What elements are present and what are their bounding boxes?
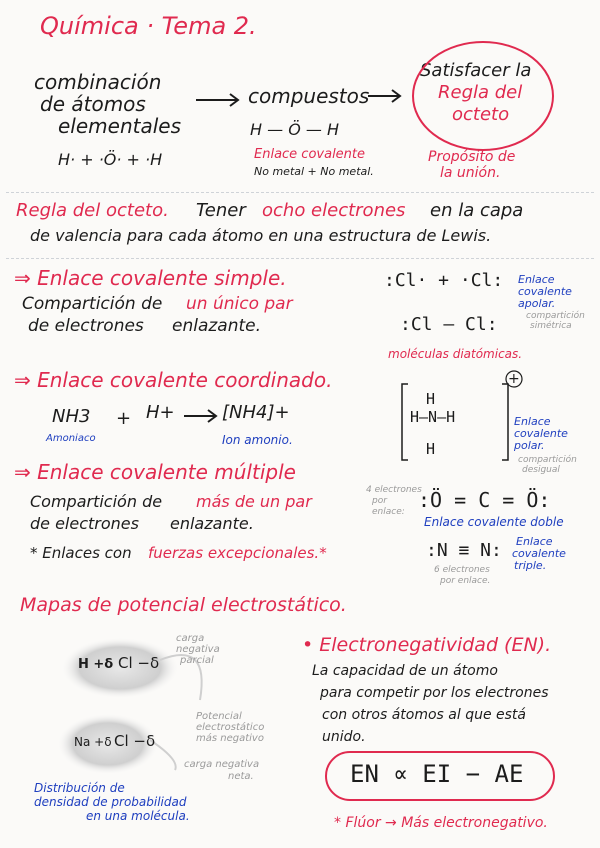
nh4-lewis-row: H—N—H (410, 408, 456, 426)
gray-note-1c: parcial (180, 655, 214, 666)
cl2-delta-label: Cl −δ (114, 732, 156, 750)
en-line-1: La capacidad de un átomo (312, 663, 498, 679)
en-formula: EN ∝ EI − AE (350, 760, 524, 788)
en-line-4: unido. (322, 729, 366, 745)
coordinated-heading: ⇒ Enlace covalente coordinado. (14, 368, 333, 392)
simple-line-1b: un único par (186, 294, 293, 314)
triple-label-2: covalente (512, 547, 566, 560)
na-delta-label: Na +δ (74, 735, 112, 749)
combination-line-2: de átomos (40, 92, 146, 116)
nh4-h-bottom: H (426, 440, 436, 458)
plus-sign: + (116, 408, 132, 429)
simple-line-1a: Compartición de (22, 294, 163, 314)
triple-label-1: Enlace (516, 535, 553, 548)
combination-line-3: elementales (58, 114, 182, 138)
caption-line-3: en una molécula. (86, 809, 190, 823)
triple-note-1: 6 electrones (434, 565, 490, 575)
purpose-line-2: la unión. (440, 165, 501, 181)
atoms-example: H· + ·Ö· + ·H (58, 150, 163, 169)
amoniaco-label: Amoniaco (46, 433, 96, 444)
ion-amonio-label: Ion amonio. (222, 433, 293, 447)
multiple-line-1b: más de un par (196, 492, 312, 511)
octet-goal-outline (413, 42, 553, 150)
compounds-label: compuestos (248, 84, 370, 108)
combination-line-1: combinación (34, 70, 162, 94)
water-molecule: H — Ö — H (250, 120, 339, 139)
cl-delta-label: Cl −δ (118, 654, 160, 672)
gray-note-3a: carga negativa (184, 759, 260, 770)
page-title: Química · Tema 2. (40, 12, 257, 40)
multiple-heading: ⇒ Enlace covalente múltiple (14, 460, 296, 484)
bracket-icon (402, 384, 508, 460)
gray-note-2c: más negativo (196, 733, 264, 744)
n2-lewis: :N ≡ N: (426, 540, 502, 561)
triple-label-3: triple. (514, 559, 547, 572)
en-line-2: para competir por los electrones (320, 685, 549, 701)
h-plus-label: H+ (146, 402, 175, 423)
apolar-label-2: covalente (518, 285, 572, 298)
polar-label-2: covalente (514, 427, 568, 440)
octet-rule-label: Regla del octeto. (16, 200, 169, 221)
gray-note-1b: negativa (176, 644, 220, 655)
h-delta-label: H +δ (78, 657, 114, 672)
polar-note-2: desigual (522, 465, 560, 475)
octet-goal-line-3: octeto (452, 104, 510, 125)
arrow-icon (196, 94, 238, 106)
octet-goal-line-2: Regla del (438, 82, 523, 103)
lewis-cl2: :Cl — Cl: (400, 314, 498, 335)
gray-note-1a: carga (176, 633, 205, 644)
maps-heading: Mapas de potencial electrostático. (20, 594, 347, 616)
co2-note-3: enlace: (372, 507, 405, 517)
nh3-label: NH3 (52, 406, 91, 427)
exceptional-note-red: fuerzas excepcionales.* (148, 544, 327, 562)
co2-note-1: 4 electrones (366, 485, 422, 495)
polar-label-1: Enlace (514, 415, 551, 428)
polar-label-3: polar. (514, 439, 545, 452)
charge-circle (506, 371, 522, 387)
apolar-note-1: compartición (526, 311, 585, 321)
nonmetal-label: No metal + No metal. (254, 165, 374, 178)
octet-rule-text-2: de valencia para cada átomo en una estructura de Lewis. (30, 226, 492, 245)
co2-lewis: :Ö = C = Ö: (418, 488, 551, 512)
simple-line-2b: enlazante. (172, 316, 262, 336)
fluor-note: * Flúor → Más electronegativo. (334, 815, 548, 831)
purpose-line-1: Propósito de (428, 149, 516, 165)
nh4-label: [NH4]+ (222, 402, 290, 423)
co2-note-2: por (372, 496, 387, 506)
apolar-label-1: Enlace (518, 273, 555, 286)
caption-line-2: densidad de probabilidad (34, 795, 187, 809)
octet-rule-text-a: Tener (196, 200, 246, 221)
multiple-line-2b: enlazante. (170, 514, 254, 533)
gray-note-2a: Potencial (196, 711, 242, 722)
caption-line-1: Distribución de (34, 781, 125, 795)
en-heading: • Electronegatividad (EN). (302, 634, 552, 656)
simple-heading: ⇒ Enlace covalente simple. (14, 266, 287, 290)
lewis-cl-atoms: :Cl· + ·Cl: (384, 270, 504, 291)
apolar-label-3: apolar. (518, 297, 556, 310)
gray-note-2b: electrostático (196, 722, 265, 733)
multiple-line-1a: Compartición de (30, 492, 163, 511)
exceptional-note: * Enlaces con (30, 544, 132, 562)
arrow-icon (368, 90, 400, 102)
nh4-h-top: H (426, 390, 436, 408)
polar-note-1: compartición (518, 455, 577, 465)
apolar-note-2: simétrica (530, 321, 572, 331)
triple-note-2: por enlace. (440, 576, 491, 586)
covalent-bond-label: Enlace covalente (254, 147, 366, 162)
diatomic-label: moléculas diatómicas. (388, 347, 523, 361)
multiple-line-2a: de electrones (30, 514, 139, 533)
en-line-3: con otros átomos al que está (322, 707, 527, 723)
octet-rule-text-b: ocho electrones (262, 200, 406, 221)
charge-sign: + (508, 371, 520, 387)
gray-note-3b: neta. (228, 771, 254, 782)
octet-rule-text-c: en la capa (430, 200, 524, 221)
octet-goal-line-1: Satisfacer la (420, 60, 532, 81)
arrow-icon (184, 410, 216, 422)
simple-line-2a: de electrones (28, 316, 144, 336)
double-bond-label: Enlace covalente doble (424, 515, 564, 529)
